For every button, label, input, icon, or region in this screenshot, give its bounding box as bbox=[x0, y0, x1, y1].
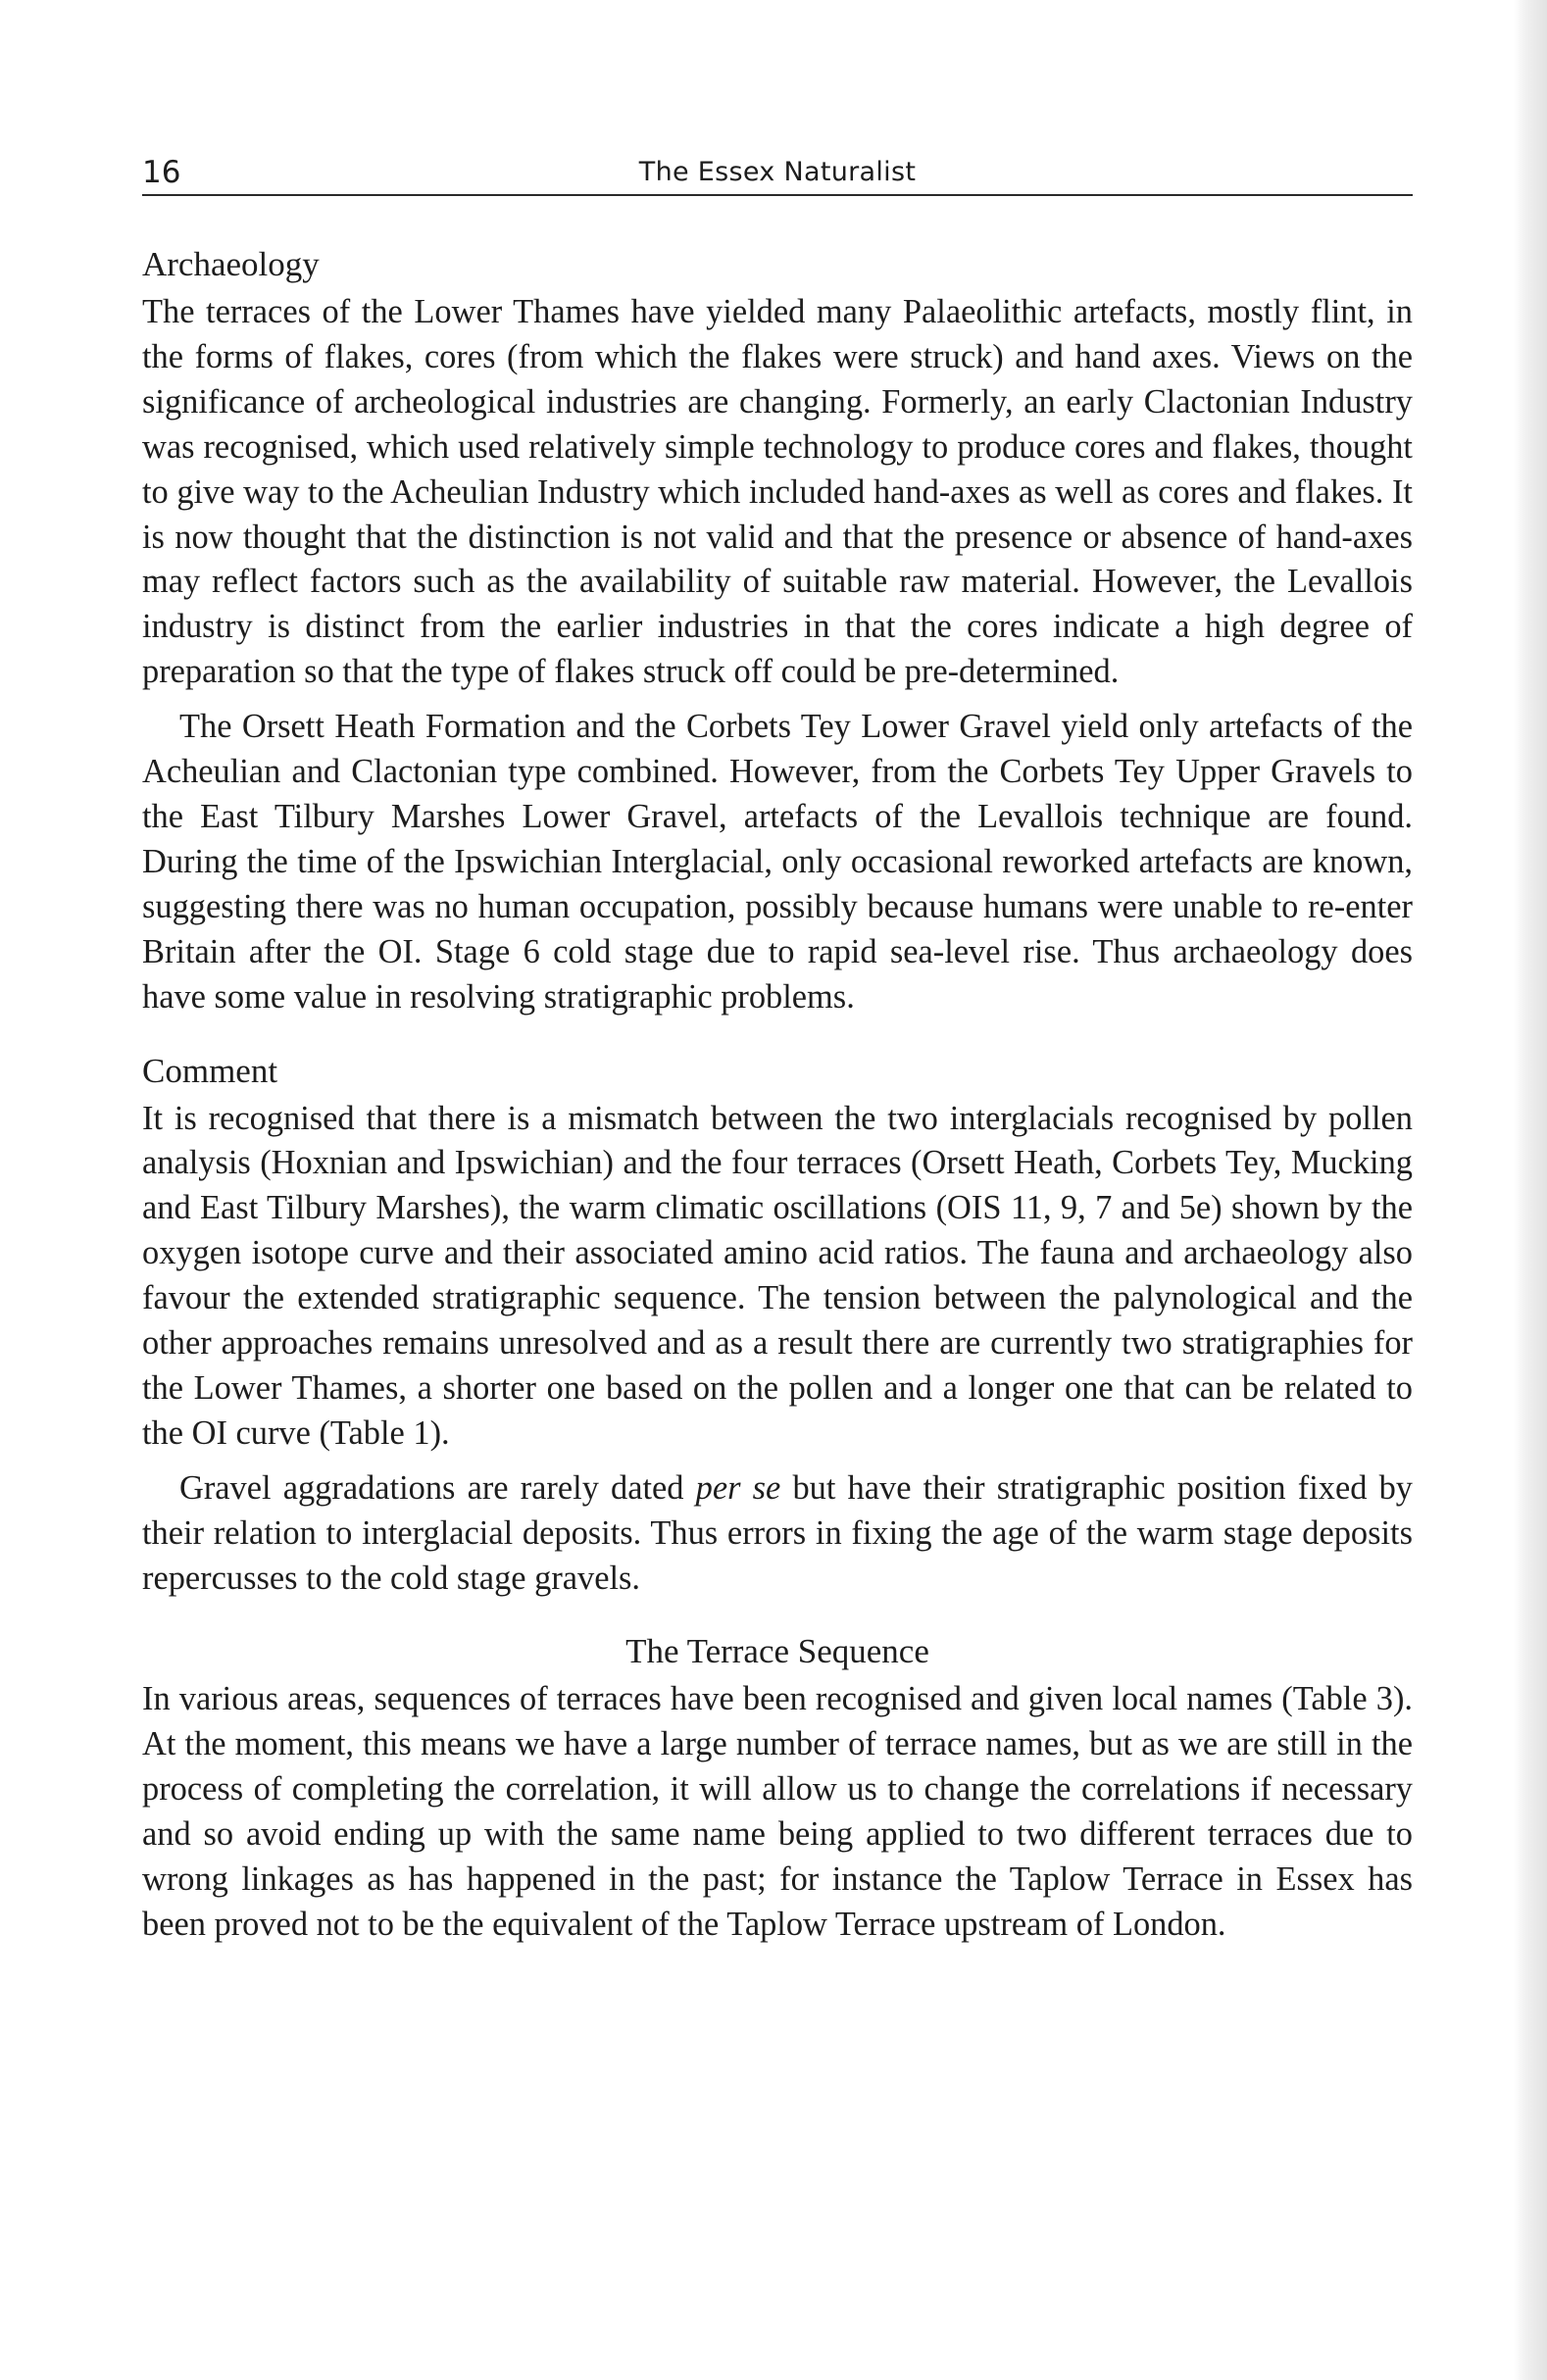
paragraph: It is recognised that there is a mismatch between the two interglacials recognised by pollen analysis (Hoxnian and Ipswichian) and the four terraces (Orsett Heath, Corbets Tey, Mucking and East Tilbury Marshes), the warm climatic oscillations (OIS 11, 9, 7 and 5e) shown by the oxygen isotope curve and their associated amino acid ratios. The fauna and archaeology also favour the extended stratigraphic sequence. The tension between the palynological and the other approaches remains unresolved and as a result there are currently two stratigraphies for the Lower Thames, a shorter one based on the pollen and a longer one that can be related to the OI curve (Table 1). bbox=[142, 1099, 1413, 1452]
comment-section bbox=[142, 1046, 1413, 1602]
paragraph-text: but have their stratigraphic position fixed by their relation to interglacial deposits. Thus errors in fixing the age of the warm stage deposits repercusses to the cold stage gravels. bbox=[142, 1468, 1413, 1597]
italic-term: per se bbox=[695, 1468, 781, 1507]
paragraph bbox=[142, 1466, 1413, 1602]
section-heading: Archaeology bbox=[142, 245, 320, 283]
page-header bbox=[142, 149, 1413, 196]
archaeology-section bbox=[142, 239, 1413, 1020]
terrace-sequence-section bbox=[142, 1626, 1413, 1947]
page-body bbox=[142, 239, 1413, 1948]
running-title: The Essex Naturalist bbox=[638, 157, 917, 187]
page-number: 16 bbox=[142, 155, 181, 190]
scan-page-edge bbox=[1514, 0, 1547, 2380]
paragraph: The terraces of the Lower Thames have yielded many Palaeolithic artefacts, mostly flint, in the forms of flakes, cores (from which the flakes were struck) and hand axes. Views on the significance of archeological industries are changing. Formerly, an early Clactonian Industry was recognised, which used relatively simple technology to produce cores and flakes, thought to give way to the Acheulian Industry which included hand-axes as well as cores and flakes. It is now thought that the distinction is not valid and that the presence or absence of hand-axes may reflect factors such as the availability of suitable raw material. However, the Levallois industry is distinct from the earlier industries in that the cores indicate a high degree of preparation so that the type of flakes struck off could be pre-determined. bbox=[142, 293, 1413, 691]
section-heading: Comment bbox=[142, 1051, 278, 1090]
paragraph: In various areas, sequences of terraces have been recognised and given local names (Table 3). At the moment, this means we have a large number of terrace names, but as we are still in the process of completing the correlation, it will allow us to change the correlations if necessary and so avoid ending up with the same name being applied to two different terraces due to wrong linkages as has happened in the past; for instance the Taplow Terrace in Essex has been proved not to be the equivalent of the Taplow Terrace upstream of London. bbox=[142, 1680, 1413, 1943]
paragraph: The Orsett Heath Formation and the Corbets Tey Lower Gravel yield only artefacts of the Acheulian and Clactonian type combined. However, from the Corbets Tey Upper Gravels to the East Tilbury Marshes Lower Gravel, artefacts of the Levallois technique are found. During the time of the Ipswichian Interglacial, only occasional reworked artefacts are known, suggesting there was no human occupation, possibly because humans were unable to re-enter Britain after the OI. Stage 6 cold stage due to rapid sea-level rise. Thus archaeology does have some value in resolving stratigraphic problems. bbox=[142, 708, 1413, 1016]
paragraph-text: Gravel aggradations are rarely dated bbox=[179, 1468, 696, 1507]
section-heading: The Terrace Sequence bbox=[625, 1632, 929, 1671]
